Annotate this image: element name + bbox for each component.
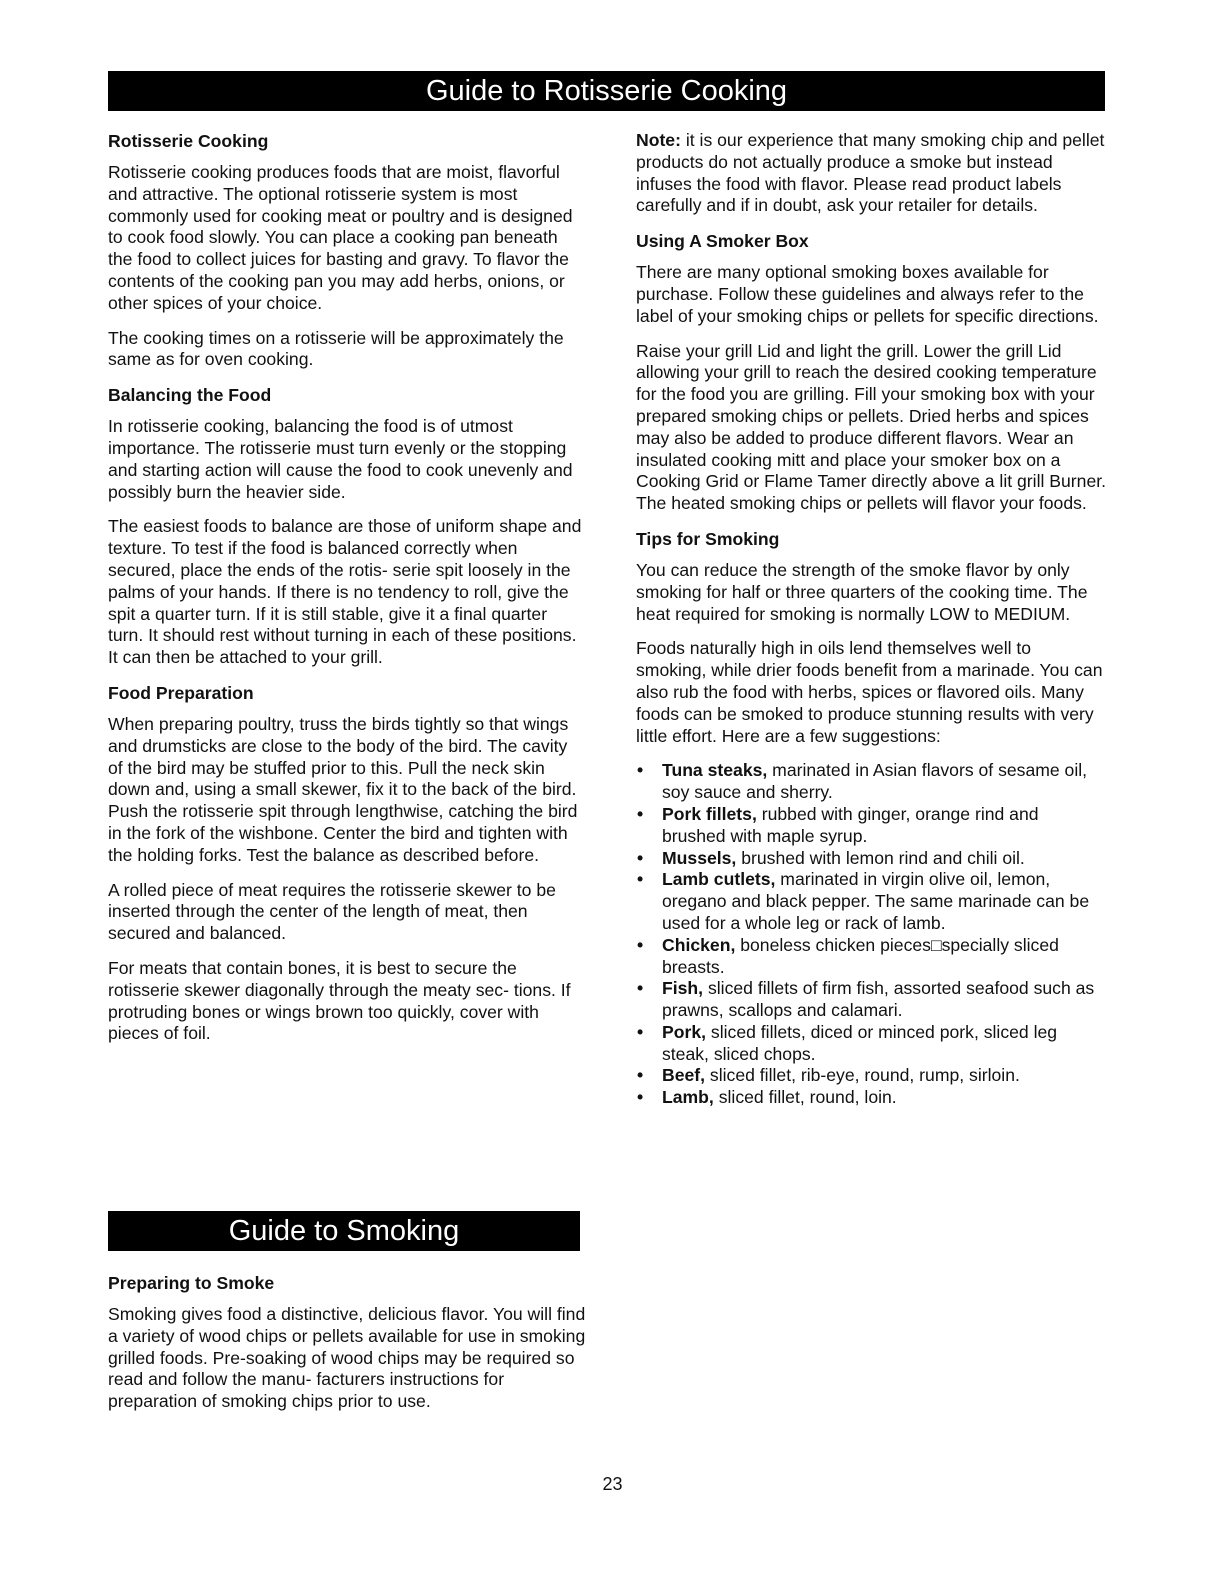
bullet-icon: • <box>637 934 644 955</box>
suggestion-text: brushed with lemon rind and chili oil. <box>736 847 1025 868</box>
suggestion-item <box>636 978 1106 1022</box>
tips-heading: Tips for Smoking <box>636 528 780 549</box>
suggestion-term: Chicken, <box>662 934 736 955</box>
suggestion-item <box>636 1087 1106 1109</box>
smoker-box-steps-paragraph: Raise your grill Lid and light the grill. Lower the grill Lid allowing your grill to reach the desired cooking temperature for the food you are grilling. Fill your smoking box with your prepared smoking chips or pellets. Dried herbs and spices may also be added to produce different flavors. Wear an insulated cooking mitt and place your smoker box on a Cooking Grid or Flame Tamer directly above a lit grill Burner. The heated smoking chips or pellets will flavor your foods. <box>636 340 1107 514</box>
suggestion-text: rubbed with ginger, orange rind and brushed with maple syrup. <box>662 803 1039 846</box>
preparing-smoke-paragraph: Smoking gives food a distinctive, delicious flavor. You will find a variety of wood chips or pellets available for use in smoking grilled foods. Pre-soaking of wood chips may be required so read and follow the manu- facturers instructions for preparation of smoking chips prior to use. <box>108 1304 586 1412</box>
suggestion-item <box>636 1022 1106 1066</box>
suggestion-item <box>636 760 1106 804</box>
tips-flavor-paragraph: You can reduce the strength of the smoke flavor by only smoking for half or three quarters of the cooking time. The heat required for smoking is normally LOW to MEDIUM. <box>636 559 1088 624</box>
suggestion-term: Tuna steaks, <box>662 760 768 781</box>
smoker-box-intro-paragraph: There are many optional smoking boxes available for purchase. Follow these guidelines and always refer to the label of your smoking chips or pellets for specific directions. <box>636 262 1099 326</box>
bullet-icon: • <box>637 1065 644 1086</box>
rotisserie-cooking-paragraph: Rotisserie cooking produces foods that are moist, flavorful and attractive. The optional rotisserie system is most commonly used for cooking meat or poultry and is designed to cook food slowly. You can place a cooking pan beneath the food to collect juices for basting and gravy. To flavor the contents of the cooking pan you may add herbs, onions, or other spices of your choice. <box>108 162 573 313</box>
bone-meat-paragraph: For meats that contain bones, it is best to secure the rotisserie skewer diagonally through the meaty sec- tions. If protruding bones or wings brown too quickly, cover with pieces of foil. <box>108 957 571 1044</box>
note-paragraph <box>636 130 1106 217</box>
poultry-paragraph: When preparing poultry, truss the birds tightly so that wings and drumsticks are close to the body of the bird. The cavity of the bird may be stuffed prior to this. Pull the neck skin down and, using a small skewer, fix it to the back of the bird. Push the rotisserie spit through lengthwise, catching the bird in the fork of the wishbone. Center the bird and tighten with the holding forks. Test the balance as described before. <box>108 713 578 865</box>
suggestion-term: Beef, <box>662 1065 706 1086</box>
suggestion-text: sliced fillet, rib-eye, round, rump, sirloin. <box>705 1065 1020 1086</box>
rotisserie-cooking-times-paragraph: The cooking times on a rotisserie will be approximately the same as for oven cooking. <box>108 327 564 370</box>
smoking-guide-header: Guide to Smoking <box>108 1211 580 1251</box>
bullet-icon: • <box>637 978 644 999</box>
balancing-heading: Balancing the Food <box>108 385 272 406</box>
suggestion-text: sliced fillet, round, loin. <box>713 1087 897 1108</box>
rotisserie-cooking-section <box>108 130 586 371</box>
preparing-smoke-section <box>108 1272 586 1426</box>
balancing-paragraph: In rotisserie cooking, balancing the food is of utmost importance. The rotisserie must turn evenly or the stopping and starting action will cause the food to cook unevenly and possibly burn the heavier side. <box>108 416 573 502</box>
suggestion-text: sliced fillets of firm fish, assorted seafood such as prawns, scallops and calamari. <box>662 978 1095 1021</box>
food-preparation-heading: Food Preparation <box>108 682 254 703</box>
suggestion-item <box>636 848 1106 870</box>
rolled-meat-paragraph: A rolled piece of meat requires the rotisserie skewer to be inserted through the center of the length of meat, then secured and balanced. <box>108 879 556 944</box>
smoker-box-section <box>636 230 1106 515</box>
preparing-smoke-heading: Preparing to Smoke <box>108 1273 275 1293</box>
suggestion-item <box>636 935 1106 979</box>
suggestion-text: sliced fillets, diced or minced pork, sliced leg steak, sliced chops. <box>662 1021 1058 1064</box>
suggestions-list <box>636 760 1106 1109</box>
smoker-box-heading: Using A Smoker Box <box>636 231 809 252</box>
tips-foods-paragraph: Foods naturally high in oils lend themselves well to smoking, while drier foods benefit from a marinade. You can also rub the food with herbs, spices or flavored oils. Many foods can be smoked to produce stunning results with very little effort. Here are a few suggestions: <box>636 638 1103 746</box>
suggestion-text: boneless chicken pieces□specially sliced breasts. <box>662 934 1059 977</box>
suggestion-item <box>636 869 1106 934</box>
balancing-test-paragraph: The easiest foods to balance are those of uniform shape and texture. To test if the food is balanced correctly when secured, place the ends of the rotis- serie spit loosely in the palms of your hands. If there is no tendency to roll, give the spit a quarter turn. If it is still stable, give it a final quarter turn. It should rest without turning in each of these positions. It can then be attached to your grill. <box>108 516 582 668</box>
note-label: Note: <box>636 130 681 150</box>
tips-section <box>636 528 1106 1109</box>
suggestion-term: Pork, <box>662 1021 707 1042</box>
page-number: 23 <box>602 1474 623 1494</box>
suggestion-term: Pork fillets, <box>662 803 757 824</box>
food-preparation-section <box>108 682 586 1045</box>
bullet-icon: • <box>637 1021 644 1042</box>
balancing-section <box>108 384 586 669</box>
bullet-icon: • <box>637 803 644 824</box>
bullet-icon: • <box>637 760 644 781</box>
note-text: it is our experience that many smoking chip and pellet products do not actually produce a smoke but instead infuses the food with flavor. Please read product labels carefully and if in doubt, ask your retailer for details. <box>636 130 1105 216</box>
left-column <box>108 130 586 1058</box>
suggestion-term: Fish, <box>662 978 704 999</box>
suggestion-term: Lamb cutlets, <box>662 869 776 890</box>
bullet-icon: • <box>637 869 644 890</box>
suggestion-item <box>636 1065 1106 1087</box>
rotisserie-cooking-heading: Rotisserie Cooking <box>108 131 269 151</box>
bullet-icon: • <box>637 1087 644 1108</box>
rotisserie-guide-header: Guide to Rotisserie Cooking <box>108 71 1105 111</box>
suggestion-term: Lamb, <box>662 1087 714 1108</box>
bullet-icon: • <box>637 847 644 868</box>
right-column <box>636 130 1106 1111</box>
suggestion-text: marinated in Asian flavors of sesame oil, soy sauce and sherry. <box>662 760 1088 803</box>
suggestion-text: marinated in virgin olive oil, lemon, oregano and black pepper. The same marinade can be used for a whole leg or rack of lamb. <box>662 869 1090 933</box>
suggestion-item <box>636 804 1106 848</box>
suggestion-term: Mussels, <box>662 847 737 868</box>
